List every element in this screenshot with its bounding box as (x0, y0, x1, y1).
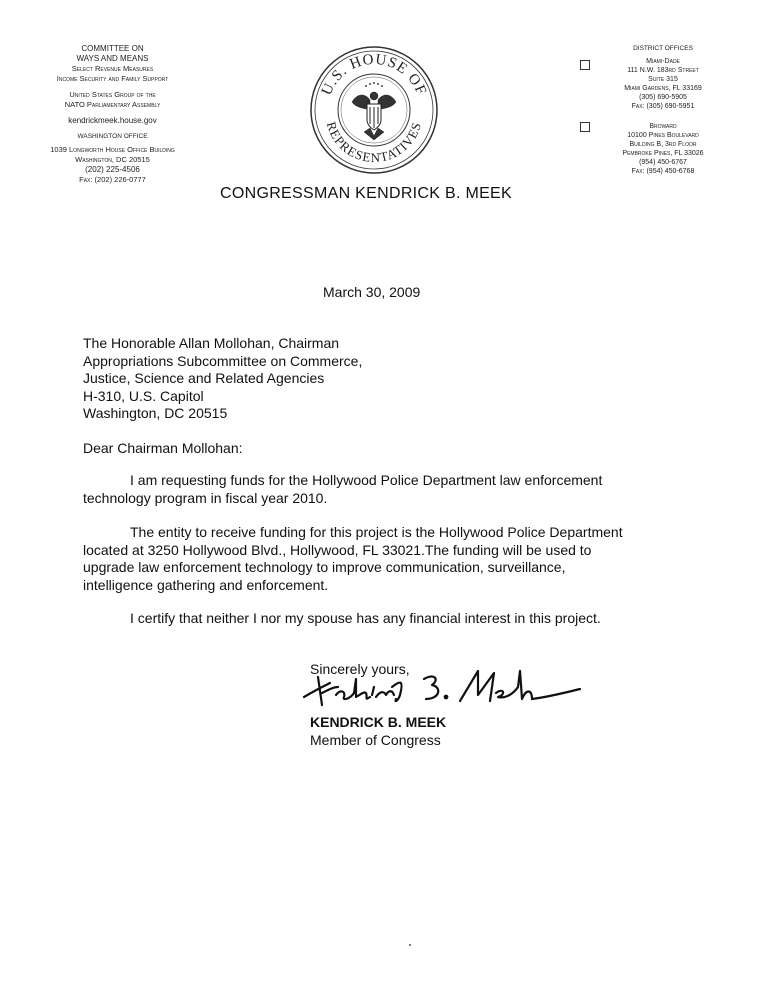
office-address-line: Pembroke Pines, FL 33026 (622, 150, 704, 157)
paragraph-line: I am requesting funds for the Hollywood Police Department law enforcement (130, 472, 603, 488)
paragraph-line: technology program in fiscal year 2010. (83, 489, 328, 506)
closing: Sincerely yours, (310, 661, 410, 677)
paragraph-line: upgrade law enforcement technology to improve communication, surveillance, (83, 559, 566, 575)
washington-fax: Fax: (202) 226-0777 (79, 175, 146, 184)
recipient-line: Justice, Science and Related Agencies (83, 370, 325, 386)
office-address-line: 111 N.W. 183rd Street (627, 67, 699, 74)
district-offices-label: DISTRICT OFFICES (633, 45, 693, 52)
handwritten-signature-icon (300, 665, 590, 715)
letter-date: March 30, 2009 (323, 284, 421, 300)
signer-name: KENDRICK B. MEEK (310, 714, 447, 730)
recipient-line: The Honorable Allan Mollohan, Chairman (83, 335, 340, 351)
office-phone: (954) 450-6767 (639, 159, 687, 166)
office-name: Broward (649, 123, 677, 130)
office-name: Miami-Dade (646, 58, 680, 65)
paragraph-line: located at 3250 Hollywood Blvd., Hollywood, FL 33021.The funding will be used to (83, 541, 592, 558)
group-line: NATO Parliamentary Assembly (64, 100, 161, 109)
stray-mark (409, 944, 411, 946)
office-fax: Fax: (305) 690-5951 (631, 103, 695, 110)
recipient-line: Washington, DC 20515 (83, 405, 228, 421)
signer-title: Member of Congress (310, 732, 441, 748)
salutation: Dear Chairman Mollohan: (83, 440, 243, 456)
committee-header (20, 44, 205, 185)
subcommittee-line: Income Security and Family Support (56, 74, 169, 83)
body-paragraph-2 (83, 524, 683, 594)
committee-line: COMMITTEE ON (81, 44, 144, 53)
paragraph-line: The entity to receive funding for this project is the Hollywood Police Department (130, 524, 623, 540)
seal-text-top: U.S. HOUSE OF (318, 51, 430, 98)
congressman-name: CONGRESSMAN KENDRICK B. MEEK (220, 185, 513, 202)
committee-line: WAYS AND MEANS (76, 54, 149, 63)
office-address-line: 10100 Pines Boulevard (627, 132, 699, 139)
subcommittee-line: Select Revenue Measures (71, 64, 154, 73)
recipient-line: H-310, U.S. Capitol (83, 387, 204, 404)
paragraph-line: intelligence gathering and enforcement. (83, 576, 329, 593)
washington-phone: (202) 225-4506 (85, 165, 140, 174)
office-phone: (305) 690-5905 (639, 94, 687, 101)
paragraph-line: I certify that neither I nor my spouse has any financial interest in this project. (130, 610, 601, 626)
miami-dade-office-checkbox[interactable] (580, 60, 590, 70)
body-paragraph-3 (83, 610, 683, 628)
recipient-line: Appropriations Subcommittee on Commerce, (83, 352, 363, 369)
washington-address-line: 1039 Longworth House Office Building (50, 145, 175, 154)
website-link[interactable]: kendrickmeek.house.gov (68, 116, 157, 125)
body-paragraph-1 (83, 472, 683, 507)
district-offices (598, 44, 728, 176)
recipient-address (83, 335, 362, 423)
svg-text:U.S. HOUSE OF (319, 52, 429, 98)
broward-office-checkbox[interactable] (580, 122, 590, 132)
house-seal-icon (308, 44, 440, 176)
group-line: United States Group of the (69, 90, 156, 99)
office-address-line: Miami Gardens, FL 33169 (624, 85, 702, 92)
office-address-line: Suite 315 (648, 76, 678, 83)
washington-office-label: WASHINGTON OFFICE (77, 133, 148, 140)
washington-address-line: Washington, DC 20515 (75, 155, 150, 164)
office-address-line: Building B, 3rd Floor (629, 141, 697, 148)
seal-text-bottom: REPRESENTATIVES (323, 119, 425, 166)
office-fax: Fax: (954) 450-6768 (631, 168, 695, 175)
